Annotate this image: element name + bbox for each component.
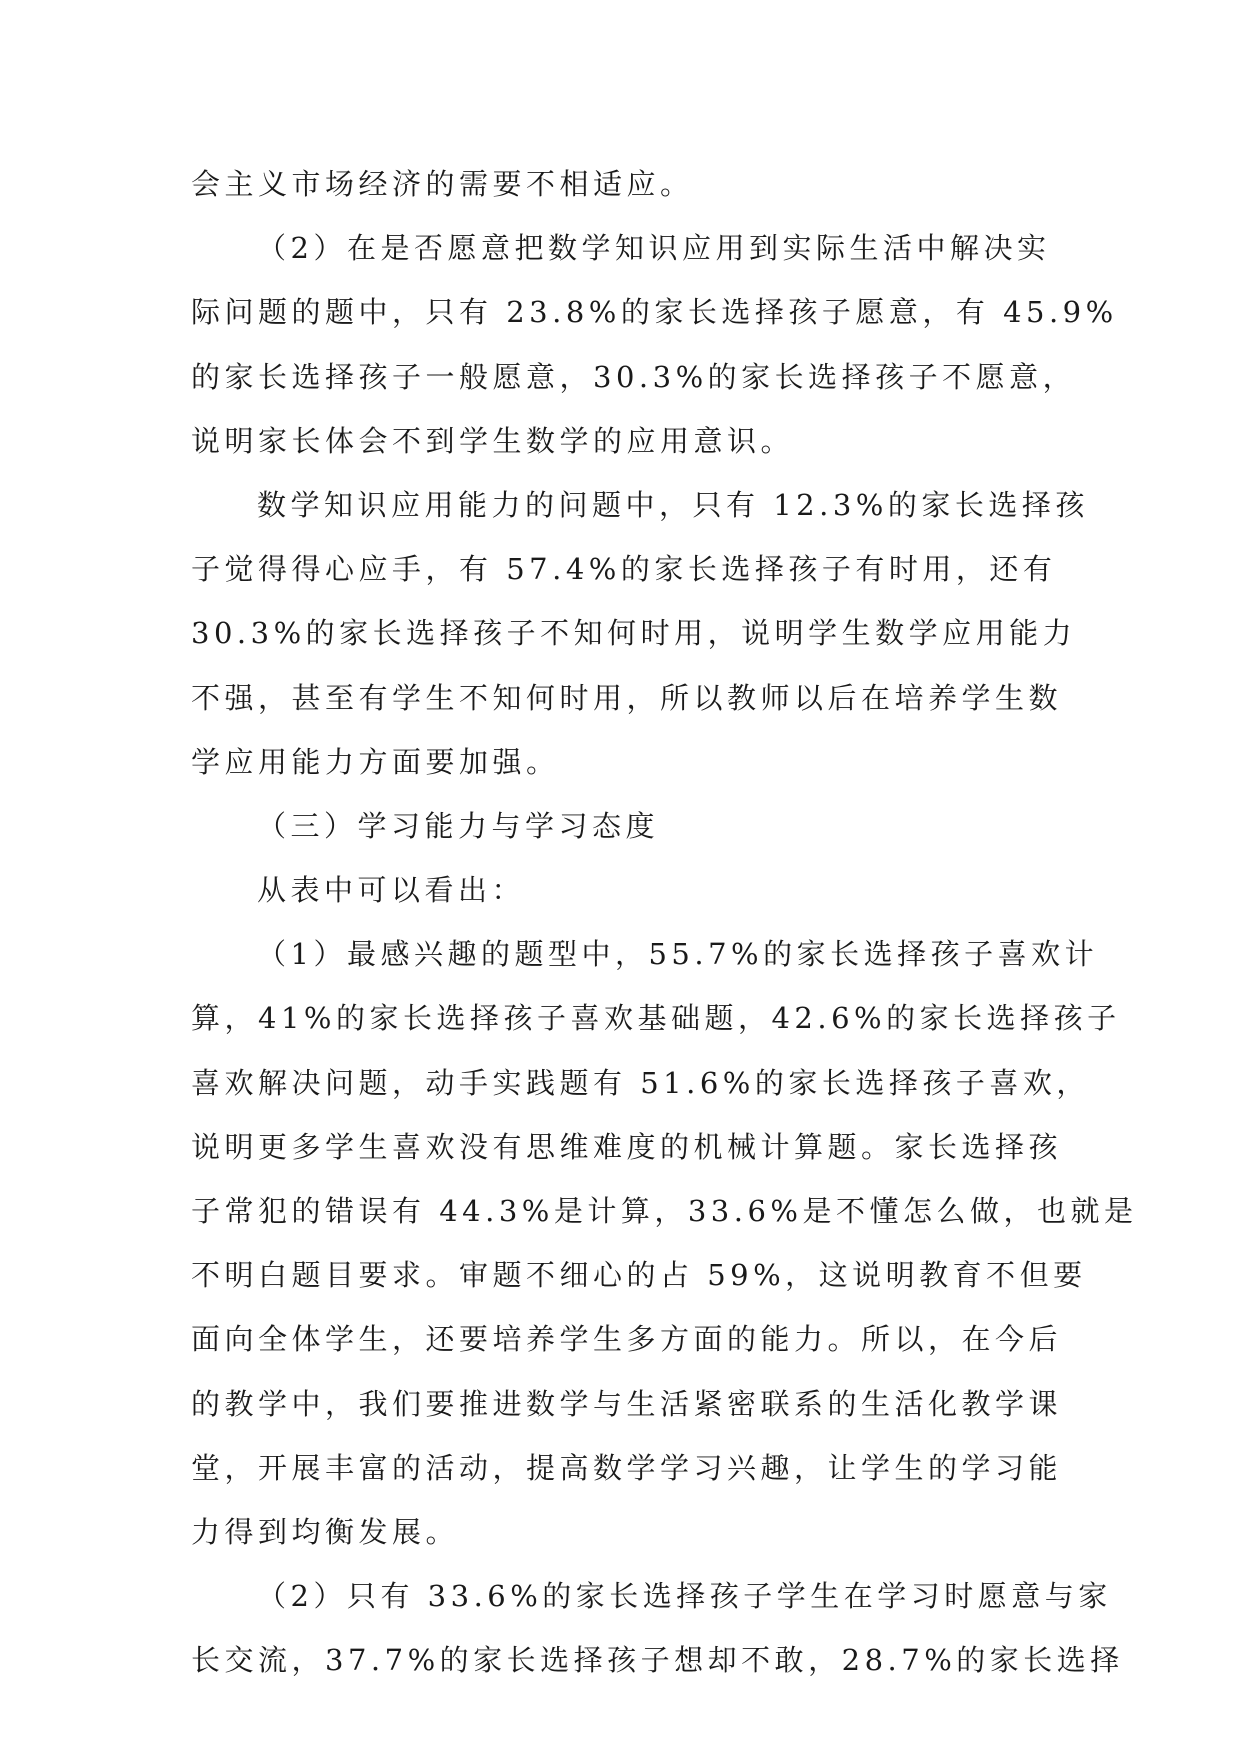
text-line: 算，41%的家长选择孩子喜欢基础题，42.6%的家长选择孩子 [191, 1001, 1121, 1036]
text-line: 堂，开展丰富的活动，提高数学学习兴趣，让学生的学习能 [191, 1450, 1063, 1485]
text-line: 从表中可以看出： [257, 873, 526, 908]
text-line: 子常犯的错误有 44.3%是计算，33.6%是不懂怎么做，也就是 [191, 1194, 1138, 1228]
text-line: 学应用能力方面要加强。 [191, 744, 560, 779]
text-line: 会主义市场经济的需要不相适应。 [191, 167, 694, 201]
text-line: 的家长选择孩子一般愿意，30.3%的家长选择孩子不愿意， [191, 359, 1077, 394]
text-line: 子觉得得心应手，有 57.4%的家长选择孩子有时用，还有 [191, 552, 1057, 587]
section-heading: （三）学习能力与学习态度 [257, 808, 660, 843]
text-line: 数学知识应用能力的问题中，只有 12.3%的家长选择孩 [257, 487, 1089, 522]
text-line: （2）只有 33.6%的家长选择孩子学生在学习时愿意与家 [257, 1579, 1112, 1614]
text-line: （2）在是否愿意把数学知识应用到实际生活中解决实 [257, 231, 1051, 266]
text-line: 面向全体学生，还要培养学生多方面的能力。所以，在今后 [191, 1322, 1063, 1357]
text-line: 力得到均衡发展。 [191, 1514, 460, 1549]
text-line: 的教学中，我们要推进数学与生活紧密联系的生活化教学课 [191, 1386, 1063, 1421]
text-line: 说明家长体会不到学生数学的应用意识。 [191, 423, 795, 458]
text-line: 长交流，37.7%的家长选择孩子想却不敢，28.7%的家长选择 [191, 1643, 1124, 1678]
text-line: （1）最感兴趣的题型中，55.7%的家长选择孩子喜欢计 [257, 937, 1099, 972]
body-text [191, 152, 1138, 1693]
text-line: 喜欢解决问题，动手实践题有 51.6%的家长选择孩子喜欢， [191, 1065, 1090, 1100]
text-line: 30.3%的家长选择孩子不知何时用，说明学生数学应用能力 [191, 616, 1077, 651]
text-line: 际问题的题中，只有 23.8%的家长选择孩子愿意，有 45.9% [191, 295, 1118, 330]
text-line: 不明白题目要求。审题不细心的占 59%，这说明教育不但要 [191, 1258, 1087, 1293]
text-line: 说明更多学生喜欢没有思维难度的机械计算题。家长选择孩 [191, 1129, 1063, 1164]
text-line: 不强，甚至有学生不知何时用，所以教师以后在培养学生数 [191, 680, 1063, 715]
